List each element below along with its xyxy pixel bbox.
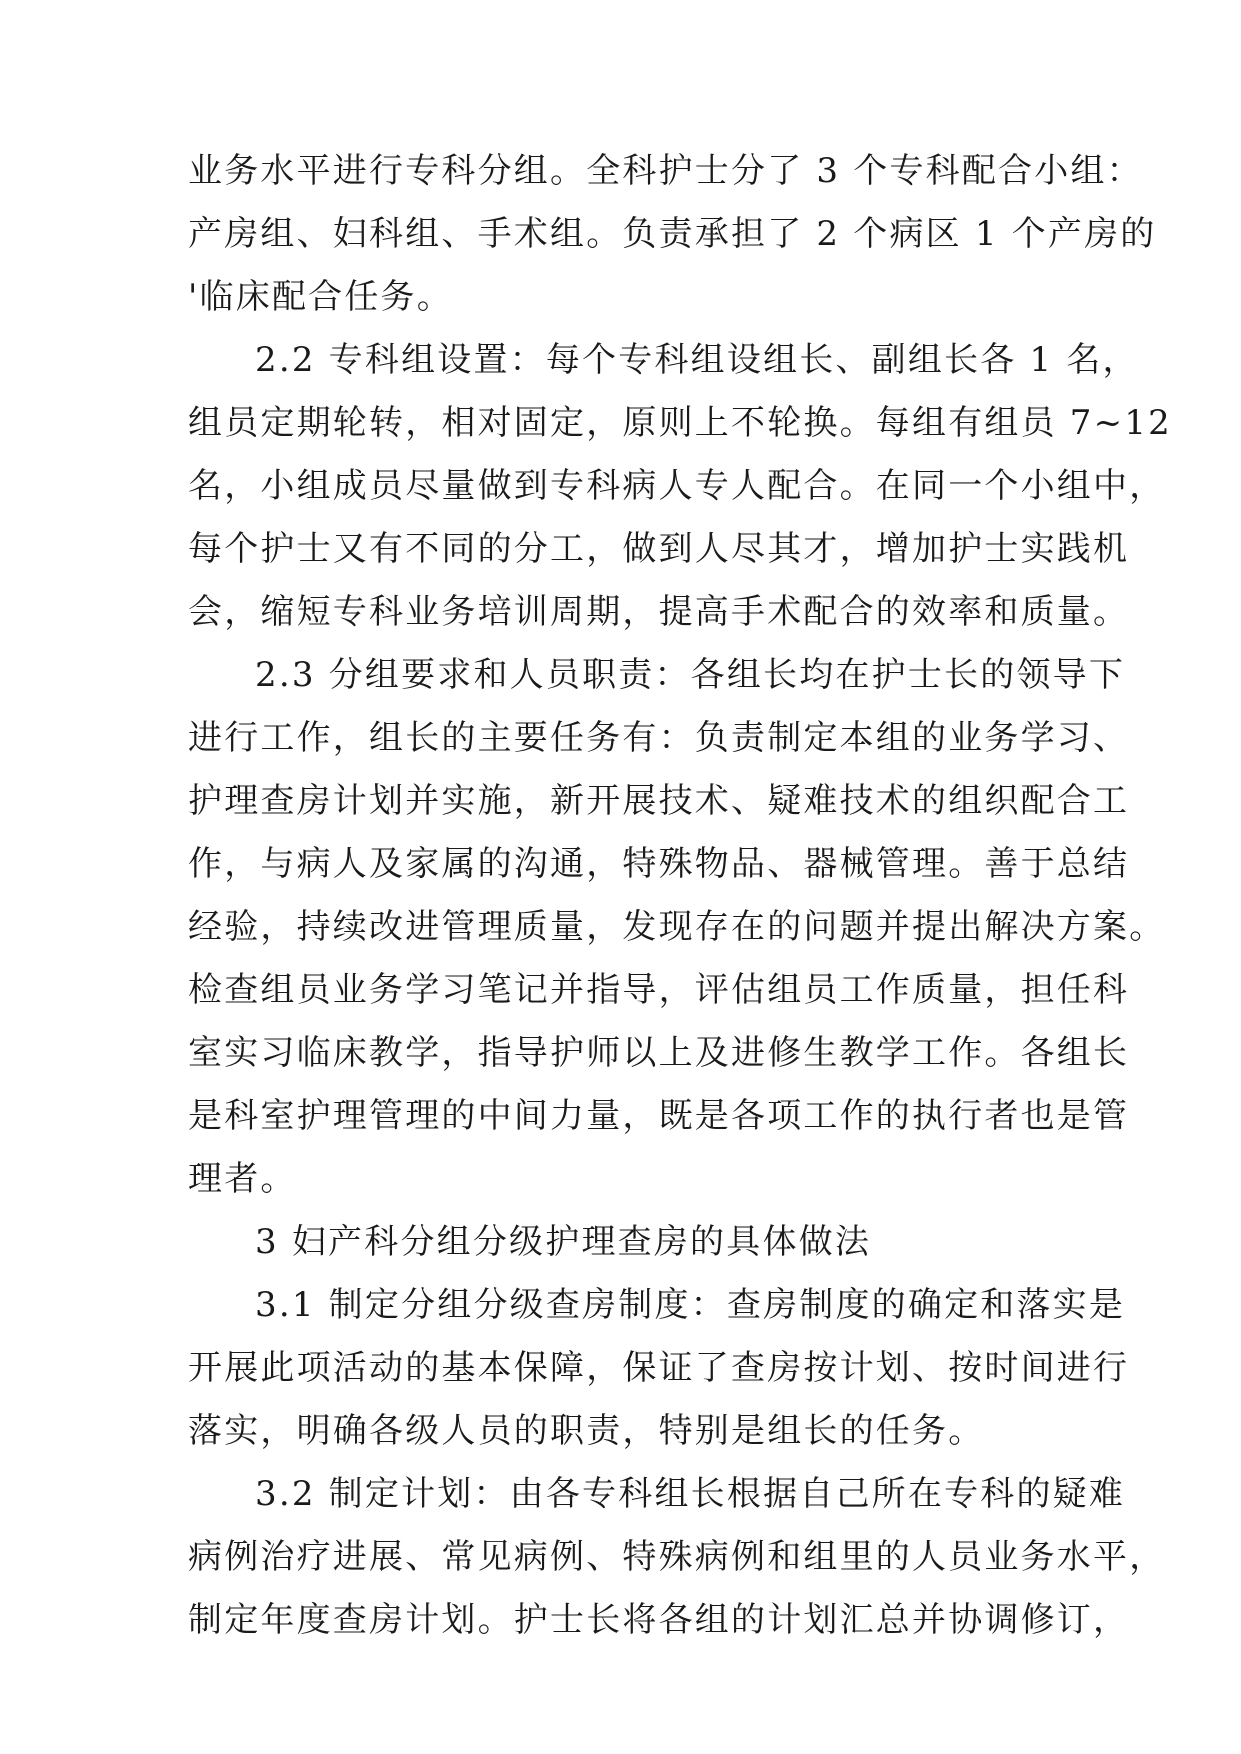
text-line: 会，缩短专科业务培训周期，提高手术配合的效率和质量。: [188, 592, 1130, 632]
text-line: 业务水平进行专科分组。全科护士分了 3 个专科配合小组：: [188, 151, 1143, 191]
text-line: '临床配合任务。: [188, 277, 453, 317]
text-line: 作，与病人及家属的沟通，特殊物品、器械管理。善于总结: [188, 844, 1130, 884]
section-3-heading: 3 妇产科分组分级护理查房的具体做法: [255, 1222, 872, 1262]
text-line: 是科室护理管理的中间力量，既是各项工作的执行者也是管: [188, 1096, 1130, 1136]
text-line: 进行工作，组长的主要任务有：负责制定本组的业务学习、: [188, 718, 1130, 758]
paragraph-3-2-start: 3.2 制定计划：由各专科组长根据自己所在专科的疑难: [255, 1474, 1126, 1514]
text-line: 产房组、妇科组、手术组。负责承担了 2 个病区 1 个产房的: [188, 214, 1157, 254]
paragraph-3-1-start: 3.1 制定分组分级查房制度：查房制度的确定和落实是: [255, 1285, 1126, 1325]
text-line: 经验，持续改进管理质量，发现存在的问题并提出解决方案。: [188, 907, 1166, 947]
text-line: 名，小组成员尽量做到专科病人专人配合。在同一个小组中，: [188, 466, 1166, 506]
text-line: 组员定期轮转，相对固定，原则上不轮换。每组有组员 7~12: [188, 403, 1172, 443]
text-line: 落实，明确各级人员的职责，特别是组长的任务。: [188, 1411, 985, 1451]
paragraph-2-3-start: 2.3 分组要求和人员职责：各组长均在护士长的领导下: [255, 655, 1126, 695]
text-line: 制定年度查房计划。护士长将各组的计划汇总并协调修订，: [188, 1600, 1130, 1640]
text-line: 护理查房计划并实施，新开展技术、疑难技术的组织配合工: [188, 781, 1130, 821]
text-line: 病例治疗进展、常见病例、特殊病例和组里的人员业务水平，: [188, 1537, 1166, 1577]
text-line: 理者。: [188, 1159, 297, 1199]
text-line: 每个护士又有不同的分工，做到人尽其才，增加护士实践机: [188, 529, 1130, 569]
text-line: 开展此项活动的基本保障，保证了查房按计划、按时间进行: [188, 1348, 1130, 1388]
paragraph-2-2-start: 2.2 专科组设置：每个专科组设组长、副组长各 1 名，: [255, 340, 1139, 380]
text-line: 室实习临床教学，指导护师以上及进修生教学工作。各组长: [188, 1033, 1130, 1073]
text-line: 检查组员业务学习笔记并指导，评估组员工作质量，担任科: [188, 970, 1130, 1010]
